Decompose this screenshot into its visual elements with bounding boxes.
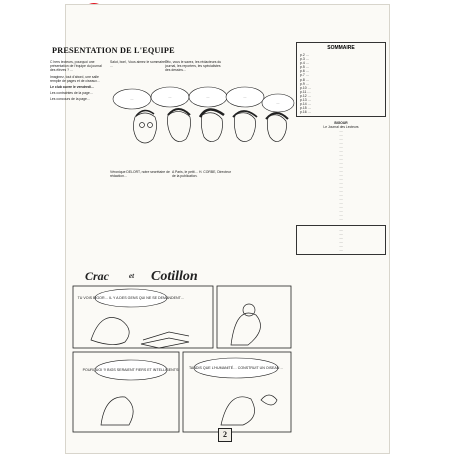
- subscription-line: …: [339, 232, 343, 237]
- credits-line: …: [339, 209, 343, 214]
- bubble-text: …: [243, 95, 247, 99]
- article-column-3: [165, 60, 225, 84]
- character-cotillon: [221, 397, 255, 425]
- caricature-face: [234, 113, 255, 142]
- sommaire-item: p.5 …: [300, 65, 310, 70]
- page-number: 2: [218, 428, 232, 442]
- credits-title: BIGOUR: [334, 121, 348, 126]
- bubble-text: …: [206, 95, 210, 99]
- credits-line: …: [339, 189, 343, 194]
- sommaire-item: p.3 …: [300, 57, 310, 62]
- caricature-face: [267, 115, 286, 142]
- caricature-face: [133, 113, 156, 143]
- credits-line: Le Journal des Lecteurs: [323, 125, 359, 130]
- sidebar: [296, 42, 386, 446]
- comic-title-left: Crac: [85, 269, 109, 283]
- sommaire-item: p.15 …: [300, 106, 311, 111]
- article-paragraph: Eric, vous le savez, les rédacteurs du journal, les reporters, les spécialistes des dessins…: [165, 60, 222, 73]
- credits-line: …: [339, 193, 343, 198]
- credits-line: …: [339, 133, 343, 138]
- sommaire-item: p.8 …: [300, 77, 310, 82]
- book-pile: [141, 332, 189, 348]
- article-paragraph: Salut, bon!, Vous aimez le sommaire ? …: [110, 60, 168, 69]
- credits-line: …: [339, 165, 343, 170]
- article-paragraph: C hers lecteurs, pourquoi une présentation de l'équipe du journal des élèves ? …: [50, 60, 102, 73]
- page-title: PRESENTATION DE L'EQUIPE: [52, 46, 175, 55]
- credits-line: …: [339, 137, 343, 142]
- article-subhead: Le club ouvre le vendredi…: [50, 85, 95, 90]
- credits-line: …: [339, 153, 343, 158]
- article-column-2: [110, 60, 170, 84]
- article-paragraph: Les contraintes de la page…: [50, 91, 94, 96]
- bubble-text: …: [130, 97, 134, 101]
- comic-title-mid: et: [129, 272, 135, 280]
- credits-line: …: [339, 197, 343, 202]
- caricature-face: [201, 113, 222, 142]
- credits-line: …: [339, 213, 343, 218]
- sommaire-item: p.10 …: [300, 85, 311, 90]
- article-column-1: [50, 60, 106, 265]
- sommaire-item: p.12 …: [300, 93, 311, 98]
- character-crac: [101, 397, 133, 425]
- caricature-face: [168, 111, 191, 141]
- credits-line: …: [339, 141, 343, 146]
- sommaire-item: p.16 …: [300, 110, 311, 115]
- credits-line: …: [339, 181, 343, 186]
- subscription-line: …: [339, 236, 343, 241]
- sommaire-item: p.13 …: [300, 98, 311, 103]
- credits-line: …: [339, 217, 343, 222]
- bubble-text: TU VOIS BIGOR… IL Y A DES GENS QUI NE SE DEMANDENT…: [77, 296, 185, 300]
- credits-line: …: [339, 173, 343, 178]
- credits-line: …: [339, 157, 343, 162]
- character-cotillon: [231, 313, 261, 345]
- credits-line: …: [339, 169, 343, 174]
- subscription-line: …: [339, 240, 343, 245]
- character-crac: [91, 318, 129, 345]
- caption-right: A Paris, le petit… H. CORBE, Directeur de la publication.: [172, 170, 231, 179]
- credits-line: …: [339, 201, 343, 206]
- subscription-line: …: [339, 244, 343, 249]
- sommaire-item: p.7 …: [300, 73, 310, 78]
- sommaire-item: p.14 …: [300, 102, 311, 107]
- comic-title-right: Cotillon: [151, 269, 198, 284]
- sommaire-item: p.9 …: [300, 81, 310, 86]
- sommaire-item: p.11 …: [300, 89, 311, 94]
- comic-panel: [217, 286, 291, 348]
- sommaire-item: p.2 …: [300, 53, 310, 57]
- credits-block: [296, 121, 386, 221]
- subscription-box: [296, 225, 386, 255]
- credits-line: …: [339, 185, 343, 190]
- sommaire-item: p.6 …: [300, 69, 310, 74]
- bubble-text: TANDIS QUE L'HUMANITÉ… CONSTRUIT UN OISEAU…: [189, 366, 283, 370]
- subscription-line: …: [339, 248, 343, 253]
- credits-line: …: [339, 161, 343, 166]
- credits-line: …: [339, 145, 343, 150]
- bubble-text: POURQUOI ?! BIGS SERAIENT FIERS ET INTELLIGENTS!: [82, 368, 180, 372]
- bubble-text: …: [276, 101, 280, 105]
- credits-line: …: [339, 149, 343, 154]
- sommaire-item: p.4 …: [300, 61, 310, 66]
- sommaire-box: [296, 42, 386, 117]
- article-paragraph: Les concours de la page…: [50, 97, 91, 102]
- caption-left: Véronique DELORT, notre secrétaire de rédaction…: [110, 170, 170, 179]
- bubble-text: …: [168, 95, 172, 99]
- credits-line: …: [339, 205, 343, 210]
- subscription-line: …: [339, 228, 343, 233]
- credits-line: …: [339, 177, 343, 182]
- article-paragraph: Imaginez, tout d'abord, une salle remplie de pages et de ciseaux…: [50, 74, 101, 83]
- team-caricature-illustration: [110, 85, 295, 165]
- credits-line: …: [339, 129, 343, 134]
- comic-strip: [71, 260, 293, 435]
- sommaire-title: SOMMAIRE: [327, 45, 355, 51]
